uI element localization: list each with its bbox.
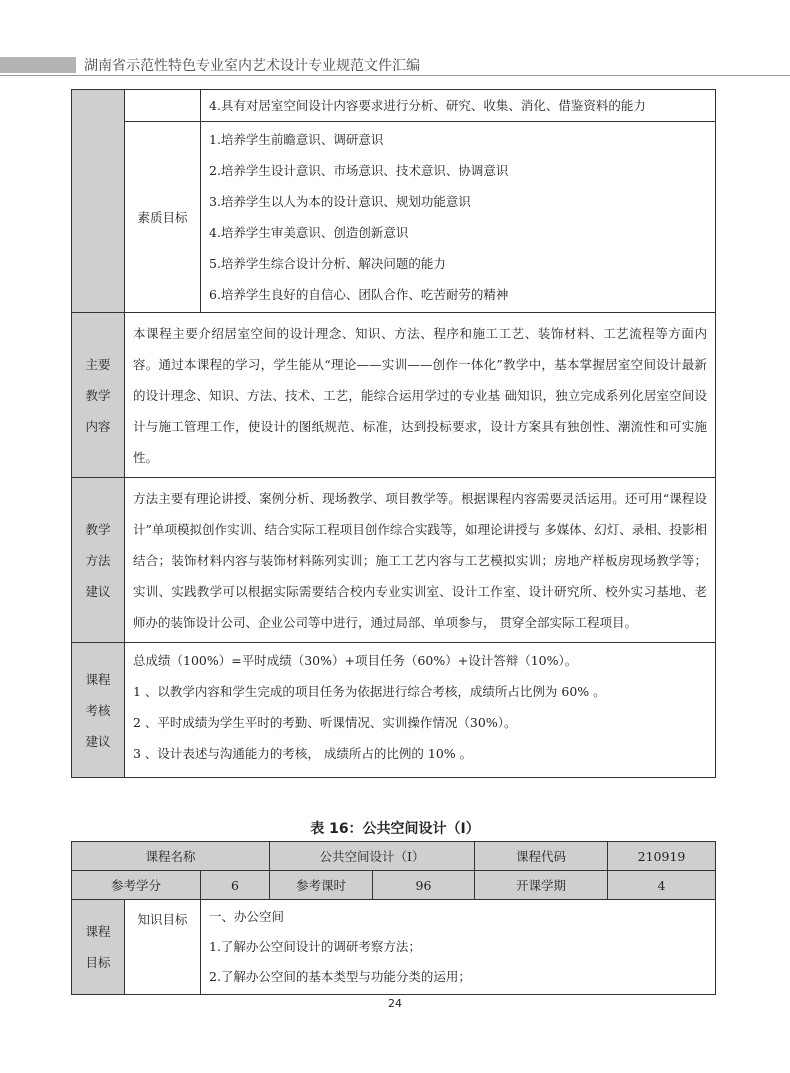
assessment-label: 课程 考核 建议 (72, 643, 125, 778)
term-value: 4 (608, 871, 716, 900)
goals-label: 课程 目标 (72, 900, 125, 995)
list-item: 4.培养学生审美意识、创造创新意识 (209, 225, 409, 240)
quality-items (201, 122, 716, 313)
assessment-items (125, 643, 716, 778)
credit-value: 6 (201, 871, 270, 900)
page-number: 24 (388, 997, 402, 1010)
list-item: 1.培养学生前瞻意识、调研意识 (209, 132, 384, 147)
method-text: 方法主要有理论讲授、案例分析、现场教学、项目教学等。根据课程内容需要灵活运用。还可用“课程设计”单项模拟创作实训、结合实际工程项目创作综合实践等，如理论讲授与 多媒体、幻灯、录相、投影相结合；装饰材料内容与装饰材料陈列实训；施工工艺内容与工艺模拟实训；房地产样板房现场教学等； 实训、实践教学可以根据实际需要结合校内专业实训室、设计工作室、设计研究所、校外实习基地、老师办的装饰设计公司、企业公司等中进行，通过局部、单项参与， 贯穿全部实际工程项目。 (125, 478, 716, 643)
list-item: 2 、平时成绩为学生平时的考勤、听课情况、实训操作情况（30%）。 (133, 715, 517, 730)
hours-value: 96 (373, 871, 475, 900)
course-code-label: 课程代码 (475, 842, 608, 871)
table-caption: 表 16：公共空间设计（Ⅰ） (310, 821, 480, 837)
header-divider (0, 75, 790, 76)
list-item: 4.具有对居室空间设计内容要求进行分析、研究、收集、消化、借鉴资料的能力 (209, 98, 646, 113)
list-item: 1 、以教学内容和学生完成的项目任务为依据进行综合考核，成绩所占比例为 60% 。 (133, 684, 606, 699)
hours-label: 参考课时 (270, 871, 373, 900)
knowledge-items (201, 900, 716, 995)
header-bar (0, 57, 76, 73)
list-item: 2.培养学生设计意识、市场意识、技术意识、协调意识 (209, 163, 509, 178)
content-text: 本课程主要介绍居室空间的设计理念、知识、方法、程序和施工工艺、装饰材料、工艺流程等方面内容。通过本课程的学习，学生能从“理论——实训——创作一体化”教学中，基本掌握居室空间设计最新的设计理念、知识、方法、技术、工艺，能综合运用学过的专业基 础知识，独立完成系列化居室空间设计与施工管理工作，使设计的图纸规范、标准，达到投标要求，设计方案具有独创性、潮流性和可实施性。 (125, 313, 716, 478)
header-title: 湖南省示范性特色专业室内艺术设计专业规范文件汇编 (84, 58, 420, 74)
credit-label: 参考学分 (72, 871, 201, 900)
course-table-2 (71, 841, 716, 995)
list-item: 1.了解办公空间设计的调研考察方法； (209, 939, 421, 954)
method-label: 教学 方法 建议 (72, 478, 125, 643)
list-item: 3.培养学生以人为本的设计意识、规划功能意识 (209, 194, 471, 209)
course-name-label: 课程名称 (72, 842, 270, 871)
ability-item-cell (201, 90, 716, 122)
list-item: 3 、设计表述与沟通能力的考核， 成绩所占的比例的 10% 。 (133, 746, 473, 761)
list-item: 5.培养学生综合设计分析、解决问题的能力 (209, 256, 446, 271)
term-label: 开课学期 (475, 871, 608, 900)
course-name-value: 公共空间设计（Ⅰ） (270, 842, 475, 871)
course-code-value: 210919 (608, 842, 716, 871)
list-item: 总成绩（100%）=平时成绩（30%）+项目任务（60%）+设计答辩（10%）。 (133, 653, 578, 668)
course-table-1 (71, 89, 716, 778)
quality-label: 素质目标 (125, 122, 201, 313)
left-margin-cell (72, 90, 125, 313)
list-item: 6.培养学生良好的自信心、团队合作、吃苦耐劳的精神 (209, 287, 509, 302)
list-item: 2.了解办公空间的基本类型与功能分类的运用； (209, 969, 471, 984)
empty-label-cell (125, 90, 201, 122)
list-item: 一、办公空间 (209, 909, 285, 924)
content-label: 主要 教学 内容 (72, 313, 125, 478)
knowledge-label: 知识目标 (125, 900, 201, 995)
